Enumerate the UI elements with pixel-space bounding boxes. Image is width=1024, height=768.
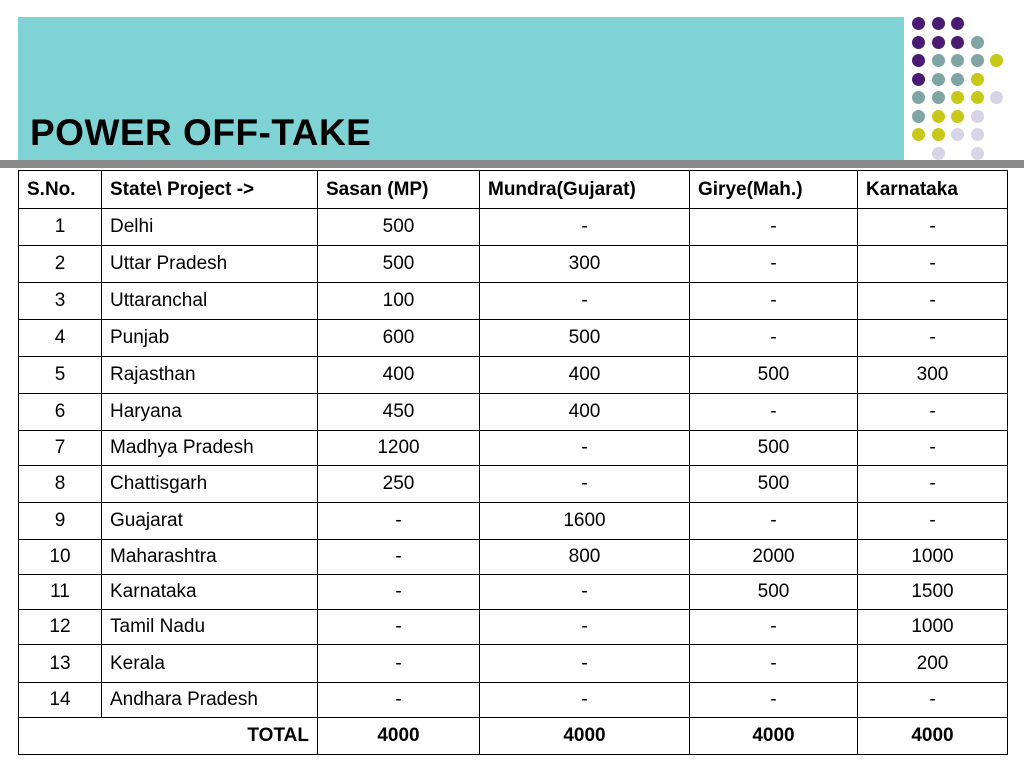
value-cell: 250 [318, 466, 480, 503]
value-cell: 400 [480, 394, 690, 431]
table-row [19, 645, 1008, 683]
decorative-dot [971, 147, 984, 160]
table-row [19, 246, 1008, 283]
state-cell: Uttaranchal [102, 283, 318, 320]
decorative-dot [951, 17, 964, 30]
column-header: Girye(Mah.) [690, 171, 858, 209]
state-cell: Karnataka [102, 575, 318, 610]
serial-cell: 13 [19, 645, 102, 683]
total-value-cell: 4000 [690, 718, 858, 755]
serial-cell: 7 [19, 431, 102, 466]
value-cell: 500 [480, 320, 690, 357]
value-cell: 200 [858, 645, 1008, 683]
table-row [19, 610, 1008, 645]
value-cell: - [690, 645, 858, 683]
serial-cell: 10 [19, 540, 102, 575]
state-cell: Delhi [102, 209, 318, 246]
decorative-dot [932, 36, 945, 49]
slide-title: POWER OFF-TAKE [30, 112, 372, 153]
value-cell: 500 [690, 431, 858, 466]
decorative-dot [971, 91, 984, 104]
decorative-dot [951, 73, 964, 86]
value-cell: - [480, 431, 690, 466]
value-cell: 500 [318, 246, 480, 283]
decorative-dot [951, 128, 964, 141]
decorative-dot [971, 128, 984, 141]
column-header: S.No. [19, 171, 102, 209]
value-cell: 500 [690, 466, 858, 503]
table-row [19, 431, 1008, 466]
value-cell: - [690, 320, 858, 357]
value-cell: 1200 [318, 431, 480, 466]
decorative-dot [971, 73, 984, 86]
decorative-dot [951, 36, 964, 49]
value-cell: 600 [318, 320, 480, 357]
state-cell: Punjab [102, 320, 318, 357]
value-cell: - [858, 209, 1008, 246]
value-cell: 300 [480, 246, 690, 283]
decorative-dot [912, 128, 925, 141]
table-row [19, 394, 1008, 431]
value-cell: - [480, 209, 690, 246]
decorative-dot-grid [0, 0, 1024, 160]
state-cell: Guajarat [102, 503, 318, 540]
state-cell: Kerala [102, 645, 318, 683]
table-row [19, 540, 1008, 575]
value-cell: - [858, 394, 1008, 431]
value-cell: - [480, 466, 690, 503]
value-cell: - [480, 645, 690, 683]
decorative-dot [971, 54, 984, 67]
decorative-dot [912, 73, 925, 86]
serial-cell: 11 [19, 575, 102, 610]
value-cell: - [858, 503, 1008, 540]
table-row [19, 466, 1008, 503]
decorative-dot [912, 36, 925, 49]
value-cell: - [690, 283, 858, 320]
state-cell: Uttar Pradesh [102, 246, 318, 283]
value-cell: - [690, 209, 858, 246]
decorative-dot [932, 54, 945, 67]
value-cell: - [480, 283, 690, 320]
serial-cell: 9 [19, 503, 102, 540]
value-cell: - [858, 683, 1008, 718]
decorative-dot [990, 91, 1003, 104]
column-header: Mundra(Gujarat) [480, 171, 690, 209]
table-row [19, 209, 1008, 246]
power-offtake-table [18, 170, 1008, 755]
column-header: Karnataka [858, 171, 1008, 209]
value-cell: - [858, 320, 1008, 357]
decorative-dot [932, 147, 945, 160]
value-cell: - [690, 246, 858, 283]
value-cell: 400 [480, 357, 690, 394]
state-cell: Rajasthan [102, 357, 318, 394]
value-cell: - [318, 683, 480, 718]
decorative-dot [932, 73, 945, 86]
value-cell: - [690, 503, 858, 540]
value-cell: - [318, 540, 480, 575]
value-cell: - [858, 431, 1008, 466]
total-label: TOTAL [19, 718, 318, 755]
decorative-dot [932, 128, 945, 141]
column-header: State\ Project -> [102, 171, 318, 209]
value-cell: 400 [318, 357, 480, 394]
decorative-dot [990, 54, 1003, 67]
value-cell: - [318, 610, 480, 645]
table-row [19, 575, 1008, 610]
serial-cell: 6 [19, 394, 102, 431]
decorative-dot [951, 54, 964, 67]
value-cell: - [318, 645, 480, 683]
serial-cell: 2 [19, 246, 102, 283]
value-cell: 1600 [480, 503, 690, 540]
state-cell: Andhara Pradesh [102, 683, 318, 718]
serial-cell: 1 [19, 209, 102, 246]
serial-cell: 14 [19, 683, 102, 718]
table-row [19, 357, 1008, 394]
value-cell: - [858, 246, 1008, 283]
value-cell: - [480, 575, 690, 610]
total-row [19, 718, 1008, 755]
value-cell: 1000 [858, 610, 1008, 645]
value-cell: 500 [690, 357, 858, 394]
decorative-dot [971, 36, 984, 49]
value-cell: 450 [318, 394, 480, 431]
serial-cell: 12 [19, 610, 102, 645]
decorative-dot [912, 17, 925, 30]
state-cell: Madhya Pradesh [102, 431, 318, 466]
value-cell: - [318, 575, 480, 610]
total-value-cell: 4000 [858, 718, 1008, 755]
value-cell: 300 [858, 357, 1008, 394]
value-cell: 500 [690, 575, 858, 610]
table-row [19, 283, 1008, 320]
table-row [19, 320, 1008, 357]
divider-rule [0, 160, 1024, 168]
total-value-cell: 4000 [480, 718, 690, 755]
value-cell: - [318, 503, 480, 540]
state-cell: Haryana [102, 394, 318, 431]
serial-cell: 5 [19, 357, 102, 394]
serial-cell: 3 [19, 283, 102, 320]
decorative-dot [932, 110, 945, 123]
decorative-dot [912, 110, 925, 123]
column-header: Sasan (MP) [318, 171, 480, 209]
table-row [19, 683, 1008, 718]
value-cell: - [690, 394, 858, 431]
state-cell: Chattisgarh [102, 466, 318, 503]
table-row [19, 503, 1008, 540]
decorative-dot [932, 17, 945, 30]
value-cell: - [690, 610, 858, 645]
decorative-dot [971, 110, 984, 123]
serial-cell: 4 [19, 320, 102, 357]
value-cell: 500 [318, 209, 480, 246]
value-cell: - [480, 683, 690, 718]
decorative-dot [932, 91, 945, 104]
state-cell: Maharashtra [102, 540, 318, 575]
value-cell: - [690, 683, 858, 718]
value-cell: 800 [480, 540, 690, 575]
value-cell: - [858, 466, 1008, 503]
table-header-row [19, 171, 1008, 209]
total-value-cell: 4000 [318, 718, 480, 755]
decorative-dot [912, 54, 925, 67]
serial-cell: 8 [19, 466, 102, 503]
decorative-dot [951, 91, 964, 104]
value-cell: 1500 [858, 575, 1008, 610]
value-cell: 1000 [858, 540, 1008, 575]
decorative-dot [912, 91, 925, 104]
value-cell: 100 [318, 283, 480, 320]
value-cell: - [858, 283, 1008, 320]
decorative-dot [951, 110, 964, 123]
value-cell: - [480, 610, 690, 645]
value-cell: 2000 [690, 540, 858, 575]
state-cell: Tamil Nadu [102, 610, 318, 645]
